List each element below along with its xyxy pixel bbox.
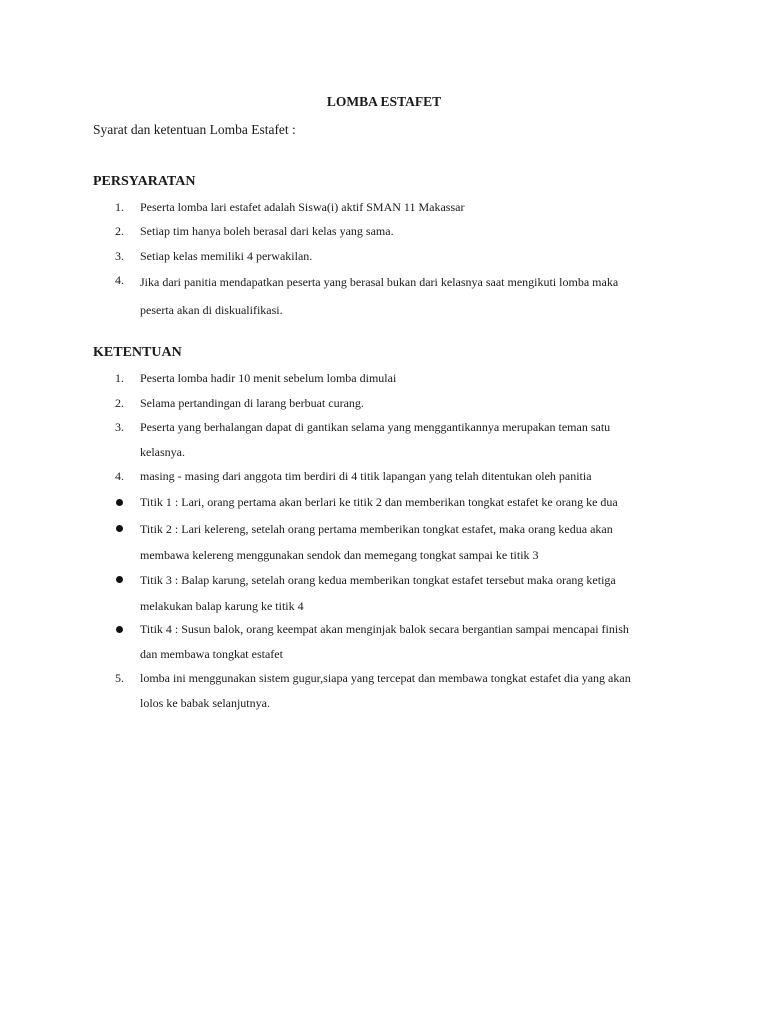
ketentuan-heading: KETENTUAN [93,345,182,360]
persyaratan-heading: PERSYARATAN [93,174,196,189]
list-number: 1. [115,200,124,214]
list-item-text: Selama pertandingan di larang berbuat curang. [140,396,364,410]
list-item-text: masing - masing dari anggota tim berdiri di 4 titik lapangan yang telah ditentukan oleh panitia [140,469,592,483]
bullet-icon [116,626,123,633]
list-number: 4. [115,273,124,287]
list-item-text: Peserta lomba lari estafet adalah Siswa(i) aktif SMAN 11 Makassar [140,200,465,214]
list-number: 5. [115,671,124,685]
list-item-text: Peserta lomba hadir 10 menit sebelum lomba dimulai [140,371,397,385]
list-item-text: lomba ini menggunakan sistem gugur,siapa yang tercepat dan membawa tongkat estafet dia yang akan lolos ke babak selanjutnya. [140,671,631,710]
list-number: 2. [115,396,124,410]
list-number: 4. [115,469,124,483]
bullet-icon [116,525,123,532]
list-number: 3. [115,249,124,263]
list-item-text: Setiap kelas memiliki 4 perwakilan. [140,249,313,263]
list-item-text: Titik 2 : Lari kelereng, setelah orang pertama memberikan tongkat estafet, maka orang kedua akan membawa kelereng menggunakan sendok dan memegang tongkat sampai ke titik 3 [140,522,613,562]
document-intro: Syarat dan ketentuan Lomba Estafet : [93,122,296,137]
list-item-text: Jika dari panitia mendapatkan peserta yang berasal bukan dari kelasnya saat mengikuti lomba maka peserta akan di diskualifikasi. [140,275,619,317]
list-item-text: Titik 4 : Susun balok, orang keempat akan menginjak balok secara bergantian sampai mencapai finish dan membawa tongkat estafet [140,622,629,661]
list-item-text: Setiap tim hanya boleh berasal dari kelas yang sama. [140,224,394,238]
list-item-text: Peserta yang berhalangan dapat di gantikan selama yang menggantikannya merupakan teman satu kelasnya. [140,420,611,459]
bullet-icon [116,499,123,506]
list-number: 2. [115,224,124,238]
bullet-icon [116,576,123,583]
list-number: 1. [115,371,124,385]
list-number: 3. [115,420,124,434]
document-title: LOMBA ESTAFET [326,94,442,109]
list-item-text: Titik 1 : Lari, orang pertama akan berlari ke titik 2 dan memberikan tongkat estafet ke orang ke dua [140,495,618,509]
list-item-text: Titik 3 : Balap karung, setelah orang kedua memberikan tongkat estafet tersebut maka orang ketiga melakukan balap karung ke titik 4 [140,573,616,613]
